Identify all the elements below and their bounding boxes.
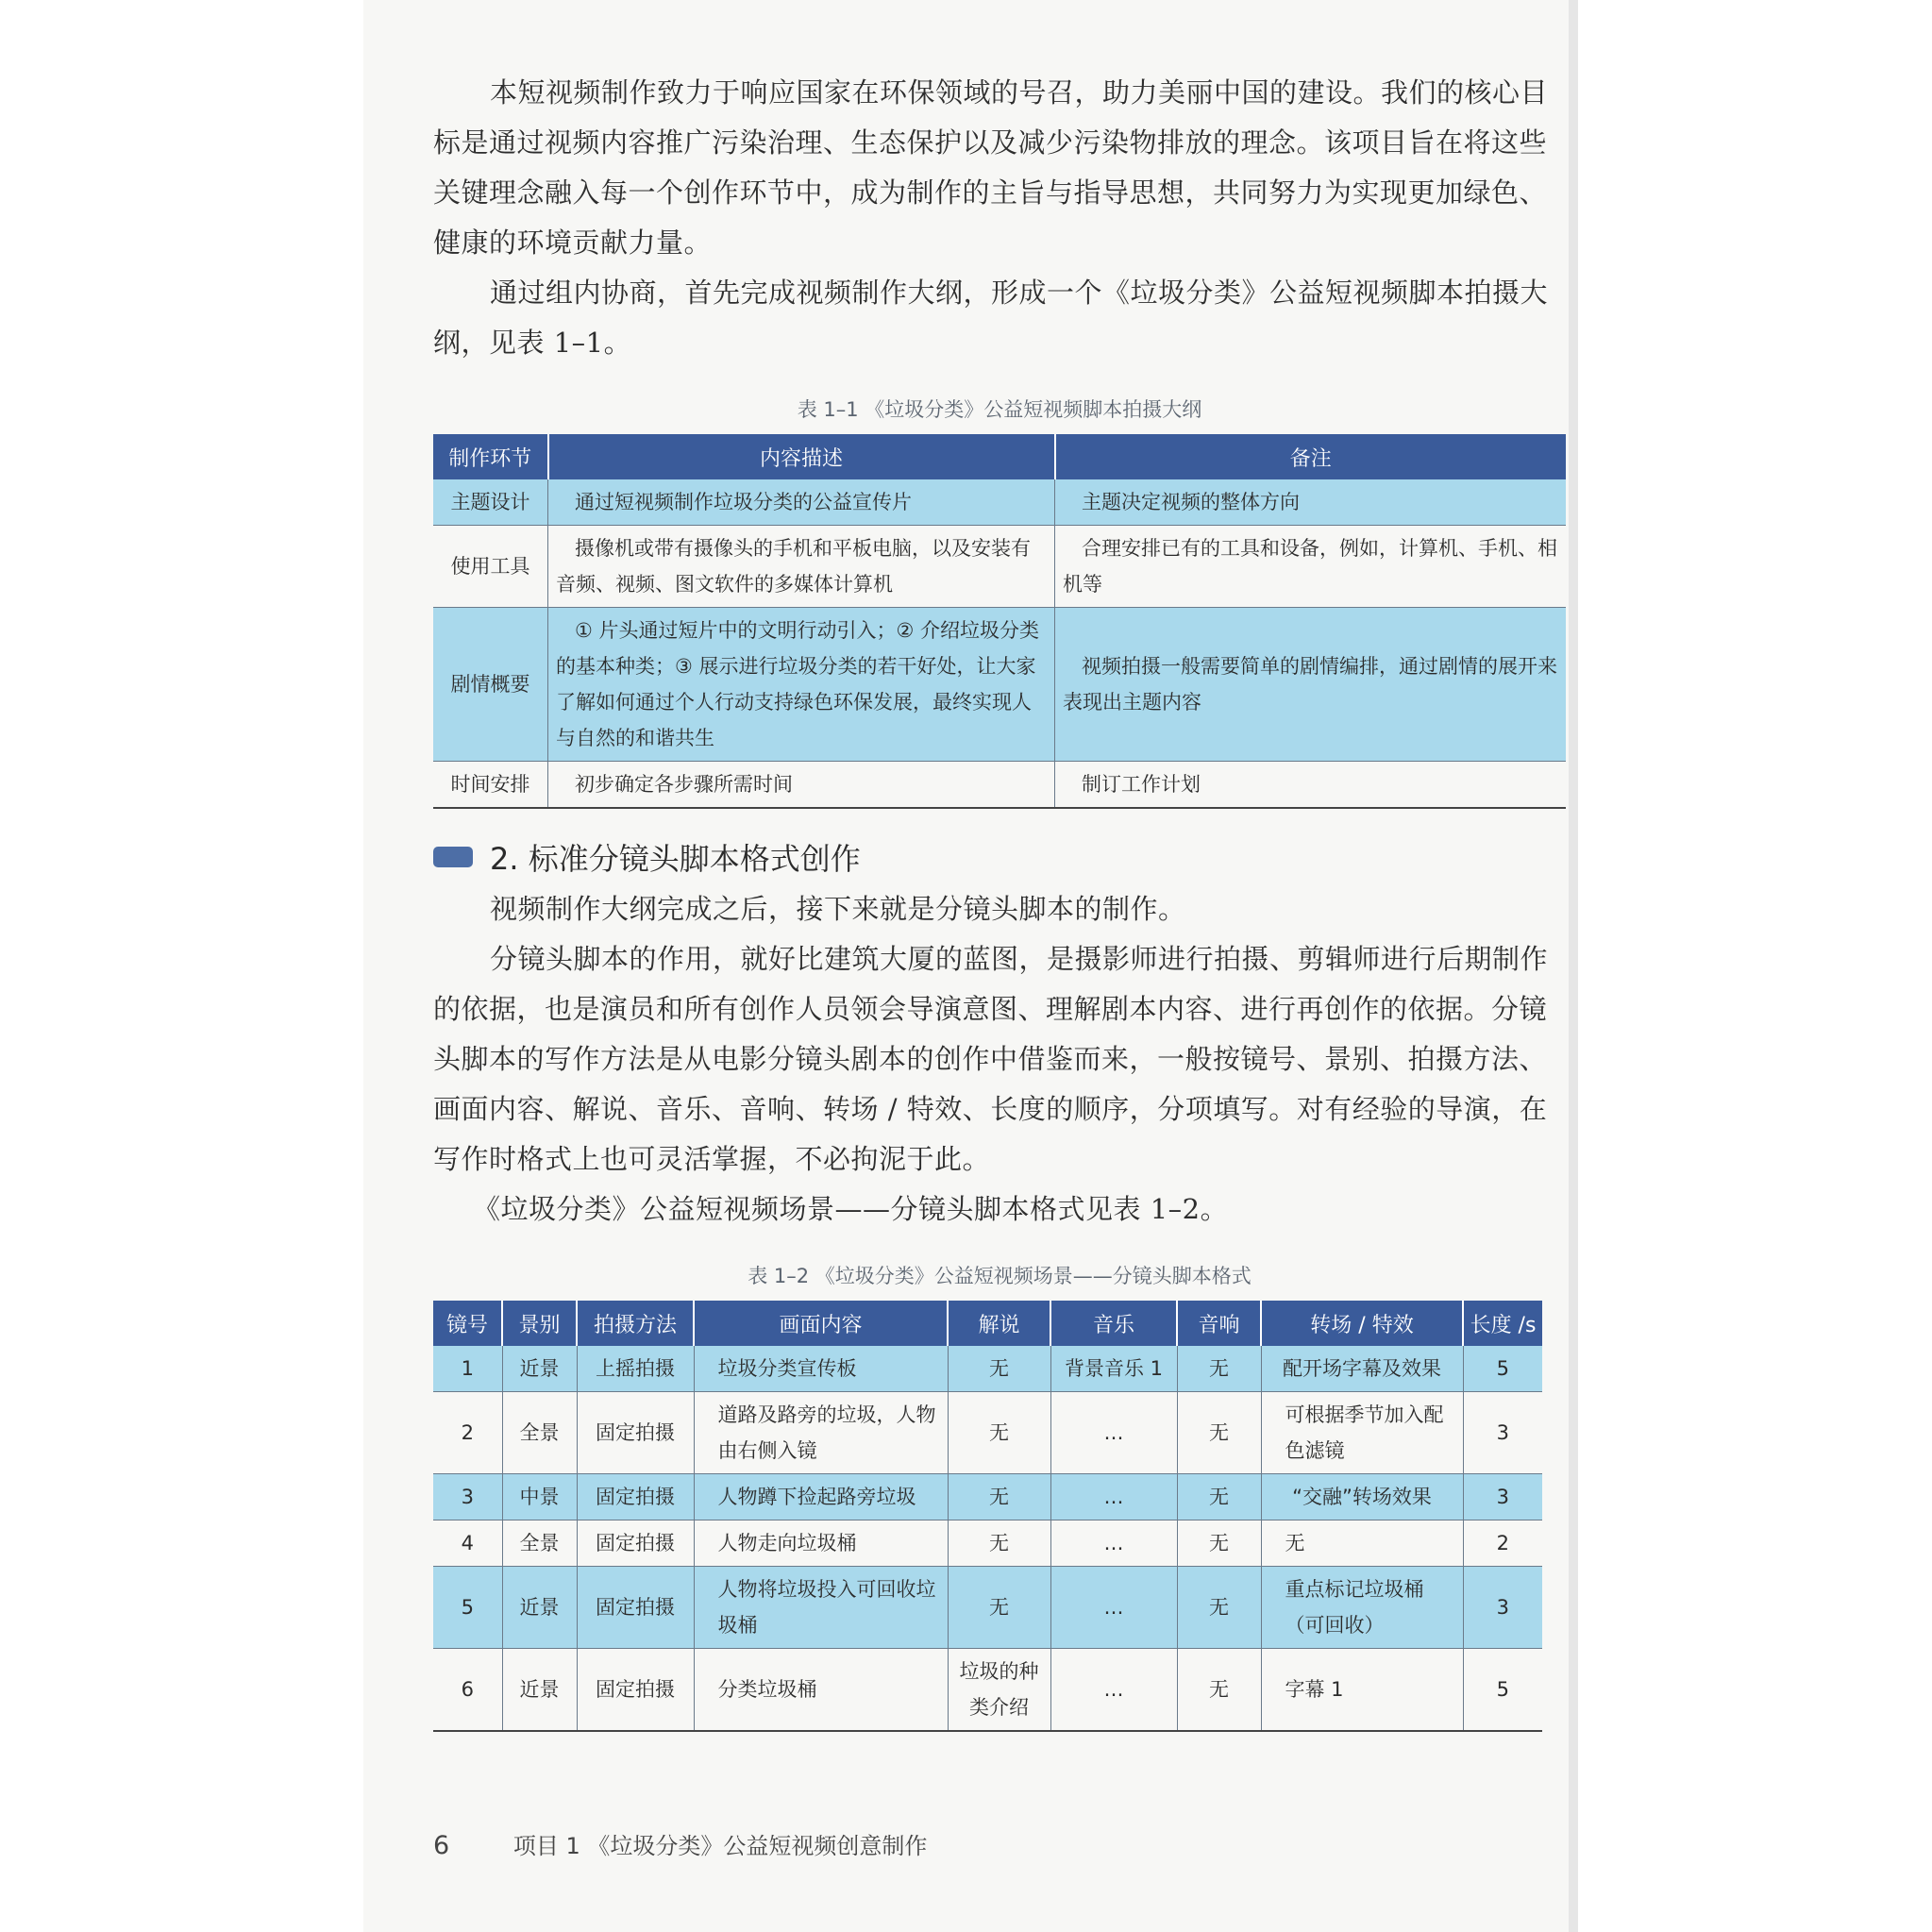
section-heading <box>433 835 1566 879</box>
table-cell: … <box>1050 1567 1177 1649</box>
table2-header: 音乐 <box>1050 1301 1177 1346</box>
table-cell: … <box>1050 1474 1177 1520</box>
table2-header: 镜号 <box>433 1301 502 1346</box>
table-cell: 无 <box>948 1474 1050 1520</box>
table1-caption: 表 1–1 《垃圾分类》公益短视频脚本拍摄大纲 <box>797 398 1202 421</box>
table2-header: 画面内容 <box>694 1301 948 1346</box>
table-cell: 通过短视频制作垃圾分类的公益宣传片 <box>548 479 1055 526</box>
table-cell: 固定拍摄 <box>577 1520 694 1567</box>
table-cell: 初步确定各步骤所需时间 <box>548 762 1055 809</box>
section-paragraph: 分镜头脚本的作用，就好比建筑大厦的蓝图，是摄影师进行拍摄、剪辑师进行后期制作的依据，也是演员和所有创作人员领会导演意图、理解剧本内容、进行再创作的依据。分镜头脚本的写作方法是从电影分镜头剧本的创作中借鉴而来，一般按镜号、景别、拍摄方法、画面内容、解说、音乐、音响、转场 / 特效、长度的顺序，分项填写。对有经验的导演，在写作时格式上也可灵活掌握，不必拘泥于此。 <box>433 943 1549 1175</box>
table-cell: 人物蹲下捡起路旁垃圾 <box>694 1474 948 1520</box>
table-cell: 2 <box>1463 1520 1542 1567</box>
table-cell: … <box>1050 1520 1177 1567</box>
table-cell: 主题设计 <box>433 479 548 526</box>
table-cell: 上摇拍摄 <box>577 1346 694 1392</box>
table-cell: 3 <box>1463 1474 1542 1520</box>
table1-header: 制作环节 <box>433 434 548 479</box>
table1-outline <box>433 434 1566 809</box>
table-cell: 近景 <box>502 1567 577 1649</box>
table-cell: 中景 <box>502 1474 577 1520</box>
page-edge-shadow <box>1569 0 1578 1932</box>
table-cell: 使用工具 <box>433 526 548 608</box>
table-row <box>433 479 1566 526</box>
table2-header: 转场 / 特效 <box>1261 1301 1463 1346</box>
table-cell: 3 <box>433 1474 502 1520</box>
table-row <box>433 1649 1542 1732</box>
table-cell: 无 <box>948 1346 1050 1392</box>
table2-header: 音响 <box>1177 1301 1261 1346</box>
table2-header: 长度 /s <box>1463 1301 1542 1346</box>
table-cell: 字幕 1 <box>1261 1649 1463 1732</box>
table-cell: 无 <box>1177 1567 1261 1649</box>
table-cell: 近景 <box>502 1346 577 1392</box>
table-cell: 合理安排已有的工具和设备，例如，计算机、手机、相机等 <box>1055 526 1567 608</box>
page-footer <box>433 1827 927 1860</box>
table-cell: 全景 <box>502 1392 577 1474</box>
table-cell: 固定拍摄 <box>577 1649 694 1732</box>
table-cell: 无 <box>1261 1520 1463 1567</box>
table-cell: 主题决定视频的整体方向 <box>1055 479 1567 526</box>
table-row <box>433 762 1566 809</box>
table2-caption: 表 1–2 《垃圾分类》公益短视频场景——分镜头脚本格式 <box>748 1265 1252 1287</box>
table-cell: 摄像机或带有摄像头的手机和平板电脑，以及安装有音频、视频、图文软件的多媒体计算机 <box>548 526 1055 608</box>
table1-header: 内容描述 <box>548 434 1055 479</box>
table-cell: 无 <box>948 1392 1050 1474</box>
table-cell: 5 <box>1463 1649 1542 1732</box>
table-cell: 重点标记垃圾桶（可回收） <box>1261 1567 1463 1649</box>
intro-paragraph: 本短视频制作致力于响应国家在环保领域的号召，助力美丽中国的建设。我们的核心目标是通过视频内容推广污染治理、生态保护以及减少污染物排放的理念。该项目旨在将这些关键理念融入每一个创作环节中，成为制作的主旨与指导思想，共同努力为实现更加绿色、健康的环境贡献力量。 <box>433 76 1549 259</box>
table-cell: 1 <box>433 1346 502 1392</box>
section-paragraph: 视频制作大纲完成之后，接下来就是分镜头脚本的制作。 <box>490 893 1186 925</box>
table-cell: 无 <box>1177 1474 1261 1520</box>
intro-paragraph-2: 通过组内协商，首先完成视频制作大纲，形成一个《垃圾分类》公益短视频脚本拍摄大纲，见表 1–1。 <box>433 277 1549 359</box>
table-cell: 5 <box>1463 1346 1542 1392</box>
table-cell: … <box>1050 1392 1177 1474</box>
table-cell: 无 <box>948 1567 1050 1649</box>
table-cell: 人物将垃圾投入可回收垃圾桶 <box>694 1567 948 1649</box>
table-cell: 时间安排 <box>433 762 548 809</box>
table-cell: 无 <box>1177 1392 1261 1474</box>
table-cell: 无 <box>1177 1520 1261 1567</box>
table-cell: 剧情概要 <box>433 608 548 762</box>
table-cell: 2 <box>433 1392 502 1474</box>
table-cell: 道路及路旁的垃圾，人物由右侧入镜 <box>694 1392 948 1474</box>
table-cell: 5 <box>433 1567 502 1649</box>
table-cell: 无 <box>1177 1649 1261 1732</box>
section-paragraph: 《垃圾分类》公益短视频场景——分镜头脚本格式见表 1–2。 <box>473 1193 1229 1225</box>
table-cell: 4 <box>433 1520 502 1567</box>
table-cell: 视频拍摄一般需要简单的剧情编排，通过剧情的展开来表现出主题内容 <box>1055 608 1567 762</box>
section-marker-icon <box>433 847 473 867</box>
table-cell: 制订工作计划 <box>1055 762 1567 809</box>
table-cell: 垃圾分类宣传板 <box>694 1346 948 1392</box>
footer-title: 项目 1 《垃圾分类》公益短视频创意制作 <box>512 1833 928 1859</box>
table-cell: … <box>1050 1649 1177 1732</box>
page-number: 6 <box>433 1831 450 1860</box>
table-row <box>433 1520 1542 1567</box>
table-cell: 无 <box>948 1520 1050 1567</box>
table1-header: 备注 <box>1055 434 1567 479</box>
table-cell: 垃圾的种类介绍 <box>948 1649 1050 1732</box>
table2-storyboard <box>433 1301 1542 1732</box>
table2-header: 拍摄方法 <box>577 1301 694 1346</box>
table-cell: 人物走向垃圾桶 <box>694 1520 948 1567</box>
table-cell: 分类垃圾桶 <box>694 1649 948 1732</box>
table-cell: ① 片头通过短片中的文明行动引入；② 介绍垃圾分类的基本种类；③ 展示进行垃圾分类的若干好处，让大家了解如何通过个人行动支持绿色环保发展，最终实现人与自然的和谐共生 <box>548 608 1055 762</box>
page-content <box>433 68 1566 1732</box>
table-row <box>433 1346 1542 1392</box>
table-cell: “交融”转场效果 <box>1261 1474 1463 1520</box>
table-row <box>433 608 1566 762</box>
table-cell: 可根据季节加入配色滤镜 <box>1261 1392 1463 1474</box>
table-cell: 全景 <box>502 1520 577 1567</box>
table2-header: 景别 <box>502 1301 577 1346</box>
table-cell: 近景 <box>502 1649 577 1732</box>
table-cell: 固定拍摄 <box>577 1474 694 1520</box>
table-cell: 6 <box>433 1649 502 1732</box>
table2-header: 解说 <box>948 1301 1050 1346</box>
table-cell: 固定拍摄 <box>577 1392 694 1474</box>
table-row <box>433 1474 1542 1520</box>
table-cell: 3 <box>1463 1392 1542 1474</box>
table-row <box>433 1392 1542 1474</box>
table-cell: 3 <box>1463 1567 1542 1649</box>
table-cell: 背景音乐 1 <box>1050 1346 1177 1392</box>
table-row <box>433 526 1566 608</box>
table-cell: 固定拍摄 <box>577 1567 694 1649</box>
table-row <box>433 1567 1542 1649</box>
table-cell: 配开场字幕及效果 <box>1261 1346 1463 1392</box>
table-cell: 无 <box>1177 1346 1261 1392</box>
section-title: 2. 标准分镜头脚本格式创作 <box>490 841 861 877</box>
